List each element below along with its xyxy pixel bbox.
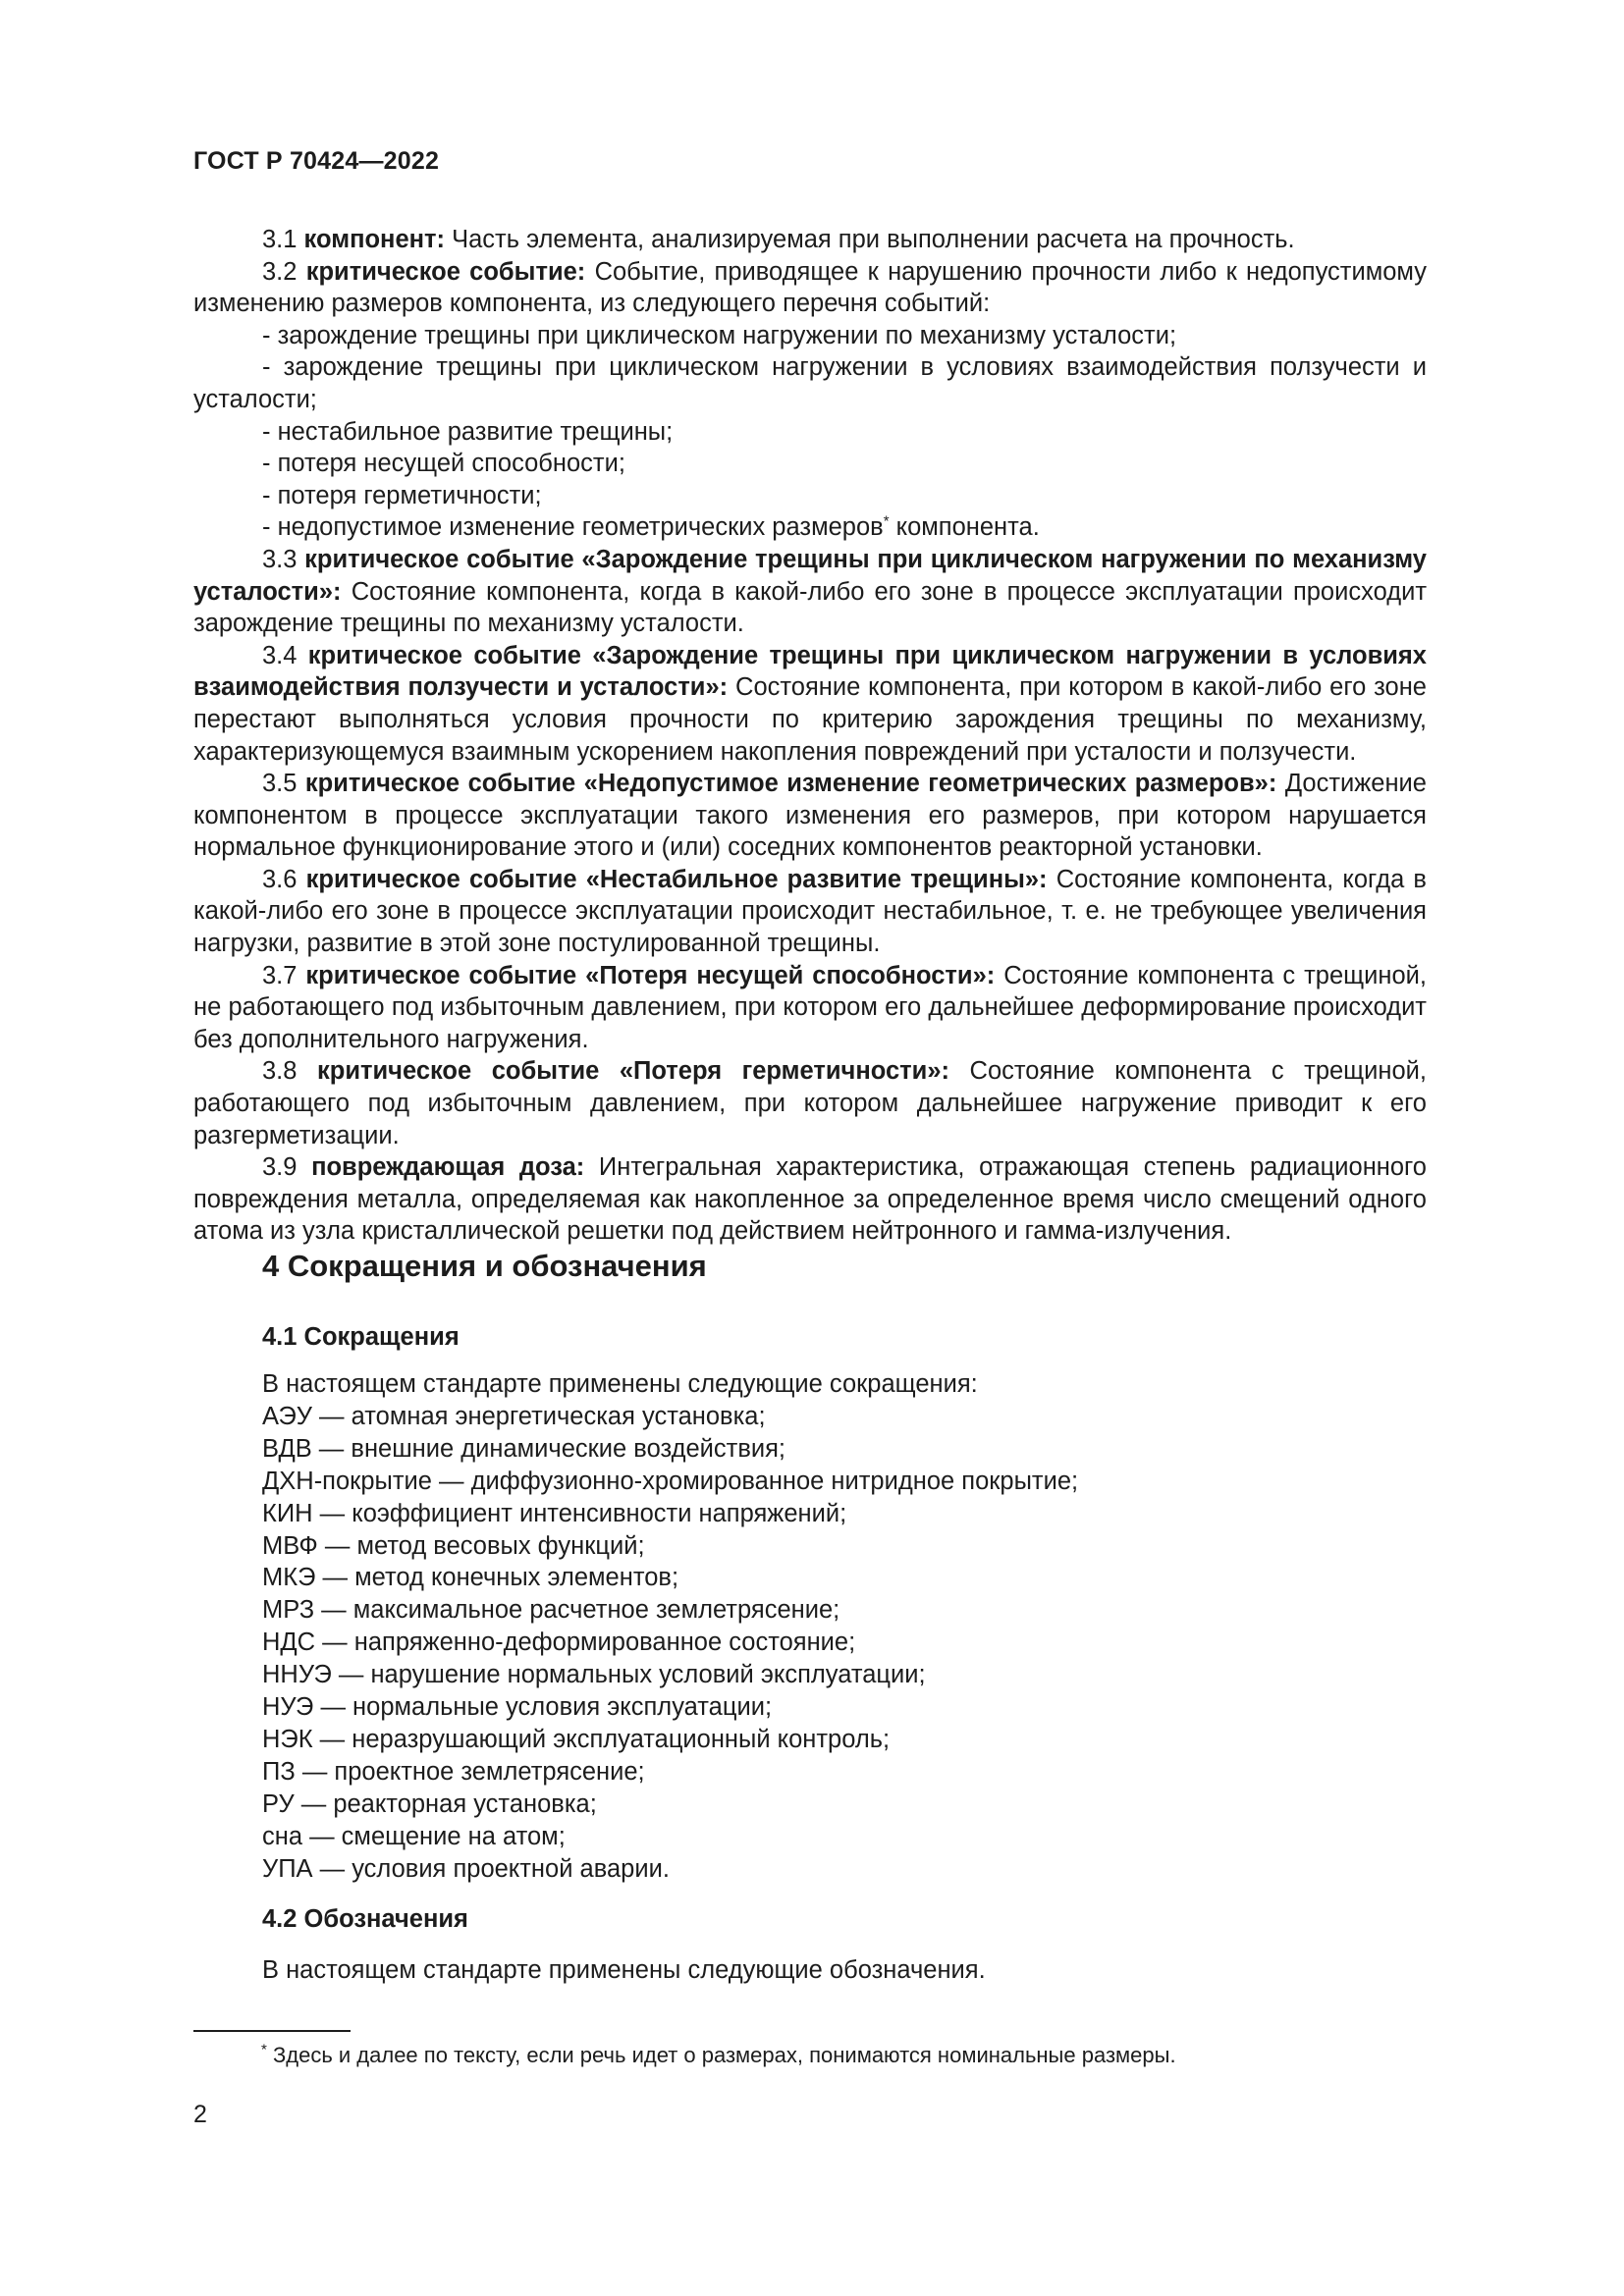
term-3-9: 3.9 повреждающая доза: Интегральная характеристика, отражающая степень радиационного повреждения металла, определяемая как накопленное за определенное время число смещений одного атома из узла кристаллической решетки под действием нейтронного и гамма-излучения. — [193, 1153, 1427, 1246]
term-3-3: 3.3 критическое событие «Зарождение трещины при циклическом нагружении по механизму усталости»: Состояние компонента, когда в какой-либо его зоне в процессе эксплуатации происходит зарождение трещины по механизму усталости. — [193, 545, 1427, 638]
list-item: МРЗ — максимальное расчетное землетрясение; — [262, 1596, 840, 1625]
section-title: 4 Сокращения и обозначения — [262, 1249, 707, 1283]
list-item: РУ — реакторная установка; — [262, 1789, 597, 1818]
list-item: КИН — коэффициент интенсивности напряжений; — [262, 1499, 847, 1527]
term-3-7: 3.7 критическое событие «Потеря несущей способности»: Состояние компонента с трещиной, не работающего под избыточным давлением, при котором его дальнейшее деформирование происходит без дополнительного нагружения. — [193, 961, 1427, 1053]
list-item: АЭУ — атомная энергетическая установка; — [262, 1402, 766, 1430]
list-item: - зарождение трещины при циклическом нагружении в условиях взаимодействия ползучести и усталости; — [193, 353, 1427, 413]
list-item: НУЭ — нормальные условия эксплуатации; — [262, 1693, 773, 1722]
footnote-mark: * — [261, 2041, 267, 2058]
term-3-5: 3.5 критическое событие «Недопустимое изменение геометрических размеров»: Достижение компонентом в процессе эксплуатации такого изменения его размеров, при котором нарушается нормальное функционирование этого и (или) соседних компонентов реакторной установки. — [193, 770, 1427, 862]
footnote-text: Здесь и далее по тексту, если речь идет о размерах, понимаются номинальные размеры. — [266, 2043, 1176, 2067]
term-3-6: 3.6 критическое событие «Нестабильное развитие трещины»: Состояние компонента, когда в какой-либо его зоне в процессе эксплуатации происходит нестабильное, т. е. не требующее увеличения нагрузки, развитие в этой зоне постулированной трещины. — [193, 865, 1427, 958]
list-item: ДХН-покрытие — диффузионно-хромированное нитридное покрытие; — [262, 1467, 1079, 1495]
term-3-1: 3.1 компонент: Часть элемента, анализируемая при выполнении расчета на прочность. — [262, 226, 1295, 253]
list-item: - нестабильное развитие трещины; — [262, 417, 674, 446]
term-3-2: 3.2 критическое событие: Событие, приводящее к нарушению прочности либо к недопустимому изменению размеров компонента, из следующего перечня событий: — [193, 257, 1427, 318]
list-item: УПА — условия проектной аварии. — [262, 1854, 670, 1883]
list-item: - потеря несущей способности; — [262, 450, 625, 478]
list-item: МКЭ — метод конечных элементов; — [262, 1564, 679, 1592]
list-item: сна — смещение на атом; — [262, 1822, 566, 1850]
term-3-8: 3.8 критическое событие «Потеря герметичности»: Состояние компонента с трещиной, работающего под избыточным давлением, при котором дальнейшее нагружение приводит к его разгерметизации. — [193, 1057, 1428, 1149]
subsection-title-abbreviations: 4.1 Сокращения — [262, 1323, 460, 1351]
footnote-divider — [193, 2030, 351, 2032]
page-number: 2 — [193, 2101, 207, 2128]
footnote — [261, 2043, 1176, 2068]
list-item: ВДВ — внешние динамические воздействия; — [262, 1434, 786, 1463]
list-item: МВФ — метод весовых функций; — [262, 1531, 645, 1560]
abbreviations-list — [262, 1368, 1391, 1886]
subsection-title-notations: 4.2 Обозначения — [262, 1905, 468, 1933]
notations-intro: В настоящем стандарте применены следующие обозначения. — [262, 1956, 986, 1984]
list-item: НЭК — неразрушающий эксплуатационный контроль; — [262, 1725, 891, 1753]
terms-section — [193, 224, 1427, 1248]
abbreviations-intro: В настоящем стандарте применены следующие сокращения: — [262, 1370, 978, 1398]
list-item: ПЗ — проектное землетрясение; — [262, 1757, 645, 1786]
list-item: - недопустимое изменение геометрических размеров* компонента. — [262, 512, 1040, 542]
term-3-4: 3.4 критическое событие «Зарождение трещины при циклическом нагружении в условиях взаимодействия ползучести и усталости»: Состояние компонента, при котором в какой-либо его зоне перестают выполняться условия прочности по критерию зарождения трещины по механизму, характеризующемуся взаимным ускорением накопления повреждений при усталости и ползучести. — [193, 641, 1427, 766]
list-item: - зарождение трещины при циклическом нагружении по механизму усталости; — [262, 321, 1177, 349]
list-item: ННУЭ — нарушение нормальных условий эксплуатации; — [262, 1661, 926, 1689]
list-item: - потеря герметичности; — [262, 481, 542, 509]
document-header: ГОСТ Р 70424—2022 — [193, 147, 440, 175]
list-item: НДС — напряженно-деформированное состояние; — [262, 1629, 856, 1657]
footnote-mark: * — [883, 512, 890, 530]
